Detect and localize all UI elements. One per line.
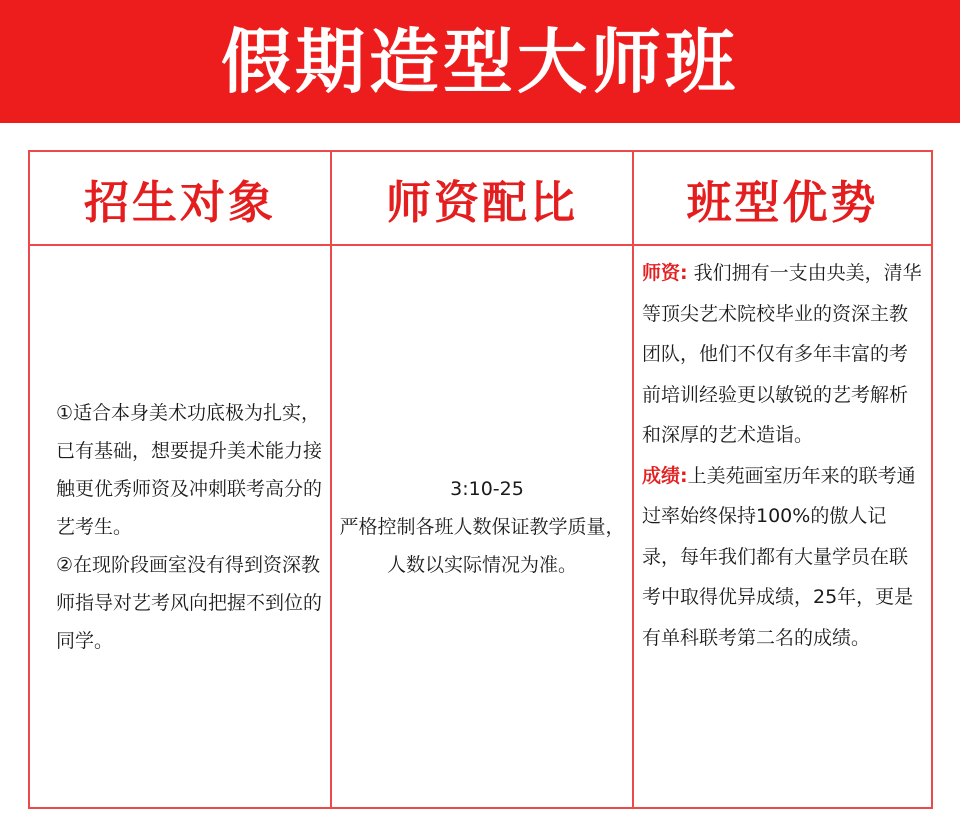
column-divider — [632, 152, 634, 807]
ratio-description: 严格控制各班人数保证教学质量，人数以实际情况为准。 — [339, 515, 625, 576]
teacher-ratio-cell — [334, 246, 630, 807]
faculty-paragraph — [642, 253, 922, 456]
header-enrollment-target: 招生对象 — [83, 175, 276, 229]
enrollment-target-cell — [56, 246, 326, 807]
results-label: 成绩: — [642, 464, 688, 487]
enrollment-item-1: ①适合本身美术功底极为扎实，已有基础，想要提升美术能力接触更优秀师资及冲刺联考高分的艺考生。 — [56, 401, 323, 538]
faculty-label: 师资: — [642, 262, 688, 284]
results-text: 上美苑画室历年来的联考通过率始终保持100%的傲人记录，每年我们都有大量学员在联考中取得优异成绩，25年，更是有单科联考第二名的成绩。 — [642, 464, 916, 649]
page-title: 假期造型大师班 — [221, 20, 739, 103]
info-table — [28, 150, 933, 809]
ratio-value: 3:10-25 — [450, 477, 524, 500]
header-teacher-ratio: 师资配比 — [385, 175, 578, 229]
class-advantage-cell — [642, 246, 922, 807]
title-banner — [0, 0, 960, 123]
header-class-advantage: 班型优势 — [686, 175, 879, 229]
column-divider — [330, 152, 332, 807]
results-paragraph — [642, 456, 922, 659]
faculty-text: 我们拥有一支由央美，清华等顶尖艺术院校毕业的资深主教团队，他们不仅有多年丰富的考前培训经验更以敏锐的艺考解析和深厚的艺术造诣。 — [642, 262, 922, 446]
enrollment-item-2: ②在现阶段画室没有得到资深教师指导对艺考风向把握不到位的同学。 — [56, 553, 323, 652]
